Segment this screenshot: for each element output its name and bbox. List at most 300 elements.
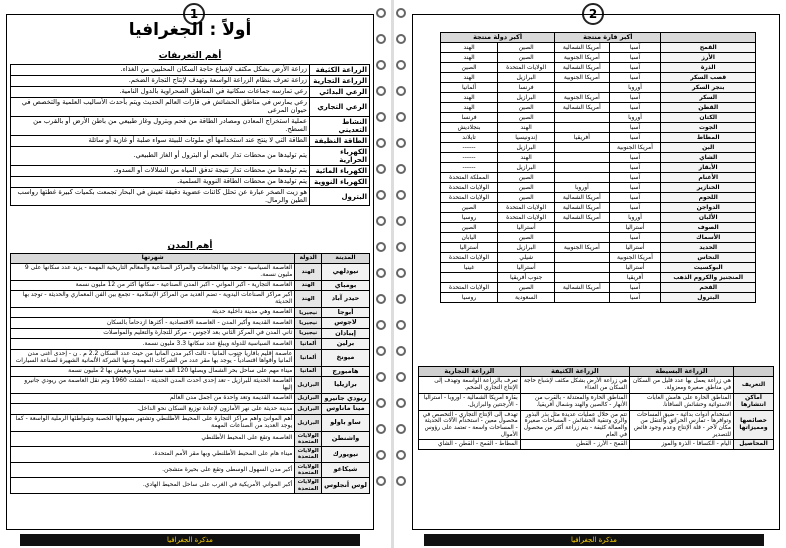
production-continent-1: آسيا [609, 103, 661, 113]
farming-types-table [418, 366, 774, 450]
definition-row [11, 165, 370, 176]
production-country-2: الولايات المتحدة [441, 283, 498, 293]
definition-term: الكهرباء الحرارية [310, 146, 370, 165]
production-continent-2: أمريكا الجنوبية [555, 93, 609, 103]
cities-heading: أهم المدن [167, 241, 213, 251]
definition-row [11, 98, 370, 116]
farming-dense: تتم من خلال عمليات عديدة مثل بذر البذور والري وتنقية الحشائش - المساحات صغيرة والعمالة كثيفة - يتم زراعة أكثر من محصول في العام [520, 410, 629, 440]
farming-row [419, 440, 774, 450]
binding-rings-left [376, 8, 390, 538]
definition-text: زراعة الأرض بشكل مكثف لإشباع حاجة السكان المحليين من الغذاء. [11, 65, 310, 76]
binding-rings-right [396, 8, 410, 538]
production-country-1: الولايات المتحدة [498, 203, 555, 213]
farming-row-label: التعريف [734, 377, 774, 393]
production-country-2: ألمانيا [441, 83, 498, 93]
production-row [441, 153, 756, 163]
city-description: العاصمة السياسية للدولة ويبلغ عدد سكانها 3.3 مليون نسمة. [11, 339, 295, 349]
city-country: الولايات المتحدة [295, 431, 322, 447]
city-description: العاصمة الحديثة للبرازيل - تعد إحدى أحدث المدن الحديثة - أنشئت 1960 وتم نقل العاصمة من ريودي جانيرو إليها [11, 377, 295, 394]
city-row [11, 393, 370, 403]
city-name: لوس أنجلوس [322, 478, 370, 494]
production-continent-2 [555, 113, 609, 123]
production-crop: الفحم [661, 283, 756, 293]
definition-row [11, 187, 370, 205]
city-row [11, 263, 370, 280]
definition-row [11, 87, 370, 98]
city-row [11, 414, 370, 431]
production-country-1: شيلي [498, 253, 555, 263]
city-country: البرازيل [295, 393, 322, 403]
city-name: حيدر آباد [322, 291, 370, 308]
city-description: ثاني المدن في المركز الثاني بعد لاجوس - مركز للتجارة والتعليم والمواصلات [11, 328, 295, 338]
production-country-1: إندونيسيا [498, 133, 555, 143]
farm-col-commercial: الزراعة التجارية [419, 367, 521, 377]
city-description: العاصمة التجارية - أكبر المواني - أكبر المدن الصناعية - سكانها أكثر من 12 مليون نسمة [11, 280, 295, 290]
production-continent-1: أوروبا [609, 83, 661, 93]
page-number-badge: 2 [582, 3, 604, 25]
production-continent-1: آسيا [609, 63, 661, 73]
cities-table-wrap [10, 253, 370, 494]
production-crop: الأسماك [661, 233, 756, 243]
production-crop: المنجنيز والكروم الذهب [661, 273, 756, 283]
city-description: العاصمة السياسية - توجد بها الجامعات والمراكز الصناعية والمعالم التاريخية المهمة - يزيد عدد سكانها على 9 مليون نسمة. [11, 263, 295, 280]
prod-col-country: أكبر دولة منتجة [441, 33, 555, 43]
city-row [11, 478, 370, 494]
production-row [441, 113, 756, 123]
production-crop: الأبقار [661, 163, 756, 173]
city-description: العاصمة القديمة وتعد واحدة من أجمل مدن العالم [11, 393, 295, 403]
city-row [11, 307, 370, 317]
definition-row [11, 146, 370, 165]
production-crop: القطن [661, 103, 756, 113]
production-row [441, 93, 756, 103]
production-crop: الألبان [661, 213, 756, 223]
production-country-2: الهند [441, 103, 498, 113]
city-country: الهند [295, 280, 322, 290]
production-country-1: جنوب أفريقيا [498, 273, 555, 283]
production-continent-1: أوروبا [609, 113, 661, 123]
production-row [441, 123, 756, 133]
production-country-2: الصين [441, 63, 498, 73]
city-name: شيكاغو [322, 462, 370, 478]
production-crop: الكتان [661, 113, 756, 123]
city-description: العاصمة وتقع على المحيط الأطلنطي [11, 431, 295, 447]
production-continent-2: أمريكا الشمالية [555, 213, 609, 223]
farming-simple: استخدام أدوات بدائية - ضيق المساحات وتوافرها - تمارس الحرائق والتنقل من مكان لآخر - قلة الإنتاج وعدم وجود فائض للتصدير [630, 410, 734, 440]
production-table-wrap [440, 32, 756, 303]
production-continent-1: آسيا [609, 93, 661, 103]
definition-term: الزراعة الكثيفة [310, 65, 370, 76]
production-country-1: الولايات المتحدة [498, 213, 555, 223]
production-row [441, 43, 756, 53]
city-name: إيبادان [322, 328, 370, 338]
production-continent-1: آسيا [609, 293, 661, 303]
city-description: مدينة حديثة على نهر الأمازون لإعادة توزيع السكان نحو الداخل. [11, 404, 295, 414]
definition-text: رعي يمارس في مناطق الحشائش في قارات العالم الحديث ويتم بأحدث الأساليب العلمية والتخصص في حيوان المرعى [11, 98, 310, 116]
production-continent-1: آسيا [609, 153, 661, 163]
production-continent-2: أفريقيا [555, 133, 609, 143]
page-title: أولاً : الجغرافيا [128, 20, 252, 40]
production-continent-2: أمريكا الشمالية [555, 193, 609, 203]
cities-table [10, 253, 370, 494]
production-country-1: الهند [498, 123, 555, 133]
production-crop: الحديد [661, 243, 756, 253]
production-row [441, 263, 756, 273]
production-row [441, 203, 756, 213]
city-country: نيجيريا [295, 318, 322, 328]
production-crop: الذرة [661, 63, 756, 73]
production-country-2: الولايات المتحدة [441, 183, 498, 193]
production-country-1: الصين [498, 173, 555, 183]
production-row [441, 73, 756, 83]
city-name: هامبورج [322, 366, 370, 376]
production-country-2: الصين [441, 223, 498, 233]
production-country-1: الهند [498, 153, 555, 163]
city-country: الهند [295, 263, 322, 280]
city-row [11, 462, 370, 478]
city-country: البرازيل [295, 377, 322, 394]
production-continent-1: آسيا [609, 283, 661, 293]
production-row [441, 173, 756, 183]
production-crop: اللحوم [661, 193, 756, 203]
production-row [441, 83, 756, 93]
production-crop: النحاس [661, 253, 756, 263]
production-crop: البوكسيت [661, 263, 756, 273]
production-country-1: البرازيل [498, 73, 555, 83]
farm-col-simple: الزراعة البسيطة [630, 367, 734, 377]
production-country-1: الصين [498, 113, 555, 123]
production-continent-1: آسيا [609, 73, 661, 83]
production-continent-1: آسيا [609, 123, 661, 133]
production-continent-2: أوروبا [555, 183, 609, 193]
production-continent-1: آسيا [609, 133, 661, 143]
city-name: برازيليا [322, 377, 370, 394]
city-name: بومباي [322, 280, 370, 290]
farming-simple: اليام - الكسافا - الذرة والموز [630, 440, 734, 450]
farming-commercial: بقارة أمريكا الشمالية - أوروبا - أستراليا - الأرجنتين والبرازيل. [419, 393, 521, 410]
city-row [11, 404, 370, 414]
city-name: ميونخ [322, 349, 370, 366]
production-country-1: الصين [498, 53, 555, 63]
farming-commercial: تهدف إلى الإنتاج التجاري - التخصص في محصول معين - استخدام الآلات الحديثة - المساحات واسعة - تعتمد على رؤوس الأموال [419, 410, 521, 440]
production-country-1: فرنسا [498, 83, 555, 93]
production-country-2: الصين [441, 203, 498, 213]
production-continent-2 [555, 233, 609, 243]
farming-commercial: المطاط - القمح - القطن - الشاي [419, 440, 521, 450]
production-continent-2: أمريكا الجنوبية [555, 53, 609, 63]
production-crop: البترول [661, 293, 756, 303]
production-continent-2: أمريكا الشمالية [555, 63, 609, 73]
definition-text: زراعة تعرف بنظام الزراعة الواسعة وتهدف لإنتاج التجارة الضخم. [11, 76, 310, 87]
city-description: أكبر مدن السهول الوسطى وتقع على بحيرة متشجن. [11, 462, 295, 478]
production-crop: القمح [661, 43, 756, 53]
farming-row [419, 410, 774, 440]
cities-col-city: المدينة [322, 254, 370, 264]
production-continent-2 [555, 123, 609, 133]
definition-text: عملية استخراج المعادن ومصادر الطاقة من فحم وبترول وغاز طبيعي من باطن الأرض أو بالقرب من السطح. [11, 116, 310, 135]
definition-text: هو زيت الصخر عبارة عن تحلل كائنات عضوية دقيقة تعيش في البحار تجمعت بكميات كبيرة غطتها رواسب الطين والرمال. [11, 187, 310, 205]
city-description: أكبر مراكز الصناعات اليدوية - تضم العديد من المراكز الإسلامية - تجمع بين الفن المعماري والحديثة - توجد بها الحديثة [11, 291, 295, 308]
definition-row [11, 135, 370, 146]
production-country-2: تايلاند [441, 133, 498, 143]
production-continent-2: أمريكا الشمالية [555, 203, 609, 213]
production-continent-1: أمريكا الجنوبية [609, 253, 661, 263]
production-continent-1: أمريكا الجنوبية [609, 143, 661, 153]
left-footer: مذكرة الجغرافيا [20, 534, 360, 546]
city-description: أهم الموانئ وأهم مراكز التجارة على المحيط الأطلنطي وتشتهر بسهولها الخصبة وشواطئها الرملية الواسعة - كما يوجد العديد من الصناعات المهمة [11, 414, 295, 431]
production-continent-2 [555, 173, 609, 183]
production-country-1: الصين [498, 193, 555, 203]
production-country-2: المملكة المتحدة [441, 173, 498, 183]
production-country-2: الولايات المتحدة [441, 193, 498, 203]
production-continent-1: آسيا [609, 233, 661, 243]
production-continent-1: آسيا [609, 163, 661, 173]
production-country-2: الولايات المتحدة [441, 253, 498, 263]
city-country: نيجيريا [295, 307, 322, 317]
production-continent-2 [555, 143, 609, 153]
production-continent-2 [555, 273, 609, 283]
definition-text: الطاقة التي لا ينتج عند استخدامها أي ملوثات للبيئة سواء صلبة أو غازية أو سائلة [11, 135, 310, 146]
production-continent-2 [555, 163, 609, 173]
production-crop: الشاي [661, 153, 756, 163]
production-continent-1: أستراليا [609, 263, 661, 273]
city-row [11, 431, 370, 447]
production-crop: البن [661, 143, 756, 153]
production-continent-2 [555, 293, 609, 303]
production-continent-2: أمريكا الجنوبية [555, 243, 609, 253]
production-country-2 [441, 273, 498, 283]
production-country-1: السعودية [498, 293, 555, 303]
production-row [441, 283, 756, 293]
city-name: واشنطن [322, 431, 370, 447]
production-crop: الخنازير [661, 183, 756, 193]
production-country-1: أستراليا [498, 263, 555, 273]
production-country-2: ------ [441, 153, 498, 163]
production-country-1: أستراليا [498, 223, 555, 233]
production-country-1: الصين [498, 103, 555, 113]
city-name: ريودي جانيرو [322, 393, 370, 403]
definition-row [11, 76, 370, 87]
production-crop: قصب السكر [661, 73, 756, 83]
production-row [441, 193, 756, 203]
production-continent-2: أمريكا الشمالية [555, 283, 609, 293]
production-country-2: الهند [441, 93, 498, 103]
production-continent-1: آسيا [609, 173, 661, 183]
production-country-2: روسيا [441, 293, 498, 303]
production-row [441, 213, 756, 223]
city-name: أبوجا [322, 307, 370, 317]
left-page [0, 0, 392, 548]
page-number-badge: 1 [183, 3, 205, 25]
production-country-2: اليابان [441, 233, 498, 243]
definition-text: رعي تمارسه جماعات سكانية في المناطق الصحراوية بالدول النامية. [11, 87, 310, 98]
production-country-2: بنجلاديش [441, 123, 498, 133]
city-row [11, 377, 370, 394]
city-country: ألمانيا [295, 366, 322, 376]
city-country: الولايات المتحدة [295, 478, 322, 494]
production-country-2: ------ [441, 143, 498, 153]
city-row [11, 291, 370, 308]
prod-col-crop [661, 33, 756, 43]
production-row [441, 133, 756, 143]
right-page [394, 0, 786, 548]
definition-text: يتم توليدها من محطات الطاقة النووية السلمية. [11, 176, 310, 187]
city-description: ميناء هام على المحيط الأطلنطي وبها مقر الأمم المتحدة. [11, 447, 295, 463]
farming-row [419, 393, 774, 410]
production-country-1: الصين [498, 283, 555, 293]
production-row [441, 233, 756, 243]
definition-row [11, 65, 370, 76]
city-country: الهند [295, 291, 322, 308]
definition-term: الزراعة التجارية [310, 76, 370, 87]
cities-col-desc: شهرتها [11, 254, 295, 264]
production-row [441, 63, 756, 73]
production-country-2: روسيا [441, 213, 498, 223]
production-country-2: الهند [441, 73, 498, 83]
production-row [441, 243, 756, 253]
production-continent-1: آسيا [609, 193, 661, 203]
definition-term: النشاط التعديني [310, 116, 370, 135]
production-country-2: فرنسا [441, 113, 498, 123]
farming-simple: هي زراعة يعمل بها عدد قليل من السكان في مناطق صغيرة ومعزولة. [630, 377, 734, 393]
city-row [11, 339, 370, 349]
definition-term: الرعي التجاري [310, 98, 370, 116]
definitions-heading: أهم التعريفات [158, 51, 222, 61]
city-row [11, 280, 370, 290]
farming-row-label: خصائصها ومميزاتها [734, 410, 774, 440]
city-row [11, 318, 370, 328]
city-country: ألمانيا [295, 349, 322, 366]
definition-text: يتم توليدها من محطات تدار نتيجة تدفق المياه من الشلالات أو السدود. [11, 165, 310, 176]
definition-term: الرعي البدائي [310, 87, 370, 98]
production-crop: الجوت [661, 123, 756, 133]
production-country-2: غينيا [441, 263, 498, 273]
production-country-1: البرازيل [498, 143, 555, 153]
production-continent-2: أمريكا الجنوبية [555, 73, 609, 83]
production-row [441, 273, 756, 283]
production-crop: السكر [661, 93, 756, 103]
farming-row-label: أماكن انتشارها [734, 393, 774, 410]
definitions-table [10, 64, 370, 206]
definition-text: يتم توليدها من محطات تدار بالفحم أو البترول أو الغاز الطبيعي. [11, 146, 310, 165]
farming-row [419, 377, 774, 393]
city-row [11, 447, 370, 463]
production-continent-1: أستراليا [609, 243, 661, 253]
production-crop: بنجر السكر [661, 83, 756, 93]
farming-dense: المناطق الحارة والمعتدلة - بالقرب من الأنهار - كالصين والهند وشمال أفريقيا. [520, 393, 629, 410]
definition-term: الطاقة النظيفة [310, 135, 370, 146]
farming-dense: هي زراعة الأرض بشكل مكثف لإشباع حاجة السكان من الغذاء [520, 377, 629, 393]
production-country-1: الصين [498, 183, 555, 193]
production-country-1: الصين [498, 43, 555, 53]
city-country: الولايات المتحدة [295, 462, 322, 478]
farm-col-dense: الزراعة الكثيفة [520, 367, 629, 377]
city-country: نيجيريا [295, 328, 322, 338]
production-crop: المطاط [661, 133, 756, 143]
city-name: برلين [322, 339, 370, 349]
production-row [441, 103, 756, 113]
farming-commercial: تعرف بالزراعة الواسعة وتهدف إلى الإنتاج التجاري الضخم. [419, 377, 521, 393]
city-country: البرازيل [295, 404, 322, 414]
production-continent-2 [555, 153, 609, 163]
production-continent-2 [555, 223, 609, 233]
production-crop: الأغنام [661, 173, 756, 183]
production-continent-2: أمريكا الشمالية [555, 103, 609, 113]
production-country-1: البرازيل [498, 93, 555, 103]
production-table [440, 32, 756, 303]
production-row [441, 253, 756, 263]
definition-term: الكهرباء النووية [310, 176, 370, 187]
city-name: لاجوس [322, 318, 370, 328]
production-row [441, 163, 756, 173]
production-continent-1: آسيا [609, 203, 661, 213]
city-name: نيويورك [322, 447, 370, 463]
production-continent-1: آسيا [609, 183, 661, 193]
production-continent-2 [555, 253, 609, 263]
city-description: أكبر المواني الأمريكية في الغرب على ساحل المحيط الهادي. [11, 478, 295, 494]
production-row [441, 293, 756, 303]
city-description: العاصمة وهي مدينة داخلية حديثة [11, 307, 295, 317]
city-name: نيودلهي [322, 263, 370, 280]
production-country-1: الصين [498, 233, 555, 243]
city-country: ألمانيا [295, 339, 322, 349]
production-continent-1: آسيا [609, 53, 661, 63]
production-row [441, 183, 756, 193]
farming-simple: المناطق الحارة على هامش الغابات الاستوائية وحشائش السافانا. [630, 393, 734, 410]
production-crop: الدواجن [661, 203, 756, 213]
production-row [441, 143, 756, 153]
production-continent-1: أوروبا [609, 213, 661, 223]
cities-col-country: الدولة [295, 254, 322, 264]
city-description: عاصمة إقليم بافاريا جنوب ألمانيا - ثالث أكبر مدن ألمانيا من حيث عدد السكان 2.2 م . ن - إحدى أغنى مدن ألمانيا وأقواها اقتصادياً - يوجد بها مقر عدد من الشركات المهمة ومنها الشركة الألمانية الشهيرة لصناعة السيارات [11, 349, 295, 366]
definition-row [11, 116, 370, 135]
city-name: ساو باولو [322, 414, 370, 431]
city-row [11, 366, 370, 376]
farming-table-wrap [418, 366, 774, 450]
production-country-1: البرازيل [498, 243, 555, 253]
city-description: ميناء مهم على ساحل بحر الشمال ويصلها 120 ألف سفينة سنوياً ويعيش بها 2 مليون نسمة [11, 366, 295, 376]
city-row [11, 349, 370, 366]
right-footer: مذكرة الجغرافيا [424, 534, 764, 546]
production-continent-2 [555, 263, 609, 273]
production-row [441, 223, 756, 233]
production-country-1: البرازيل [498, 163, 555, 173]
farming-row-label: المحاصيل [734, 440, 774, 450]
city-name: مينا ماناوس [322, 404, 370, 414]
definition-row [11, 176, 370, 187]
prod-col-continent: أكبر قارة منتجة [555, 33, 661, 43]
production-country-2: الهند [441, 43, 498, 53]
definition-term: البترول [310, 187, 370, 205]
production-row [441, 53, 756, 63]
production-continent-2 [555, 83, 609, 93]
production-country-2: الهند [441, 53, 498, 63]
production-crop: الأرز [661, 53, 756, 63]
city-row [11, 328, 370, 338]
city-description: العاصمة القديمة وأكبر المدن - العاصمة الاقتصادية - أكثرها ازدحاماً بالسكان [11, 318, 295, 328]
definition-term: الكهرباء المائية [310, 165, 370, 176]
farming-dense: القمح - الأرز - القطن [520, 440, 629, 450]
city-country: البرازيل [295, 414, 322, 431]
production-continent-2: أمريكا الشمالية [555, 43, 609, 53]
farm-col-corner [734, 367, 774, 377]
production-country-2: أستراليا [441, 243, 498, 253]
definitions-table-wrap [10, 64, 370, 206]
production-country-2: ------ [441, 163, 498, 173]
production-crop: الصوف [661, 223, 756, 233]
production-continent-1: أفريقيا [609, 273, 661, 283]
city-country: الولايات المتحدة [295, 447, 322, 463]
